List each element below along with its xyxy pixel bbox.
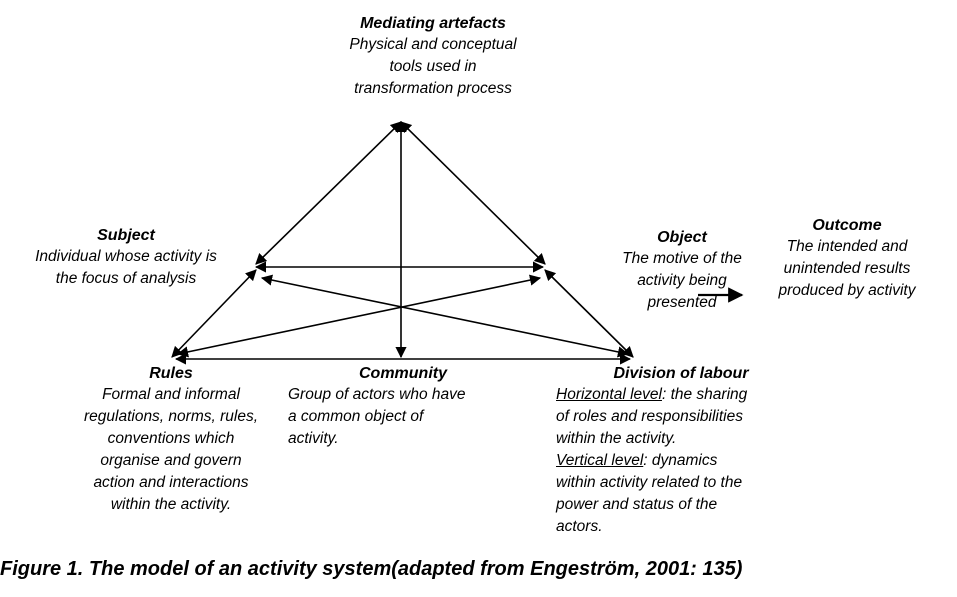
text-line: within activity related to the: [556, 474, 743, 491]
figure-caption: Figure 1. The model of an activity system(adapted from Engeström, 2001: 135): [0, 558, 743, 580]
text-line: actors.: [556, 518, 603, 535]
text-line: : dynamics: [643, 452, 718, 469]
node-community-desc: [288, 384, 518, 450]
text-line: of roles and responsibilities: [556, 408, 743, 425]
node-object-title: Object: [657, 229, 707, 246]
text-line: Group of actors who have: [288, 386, 466, 403]
text-line: a common object of: [288, 408, 424, 425]
node-mediating-artefacts-desc: [268, 34, 598, 100]
text-line: : the sharing: [661, 386, 748, 403]
text-line: The motive of the: [622, 250, 742, 267]
text-line: unintended results: [783, 260, 911, 277]
edge-subject-division: [262, 278, 628, 354]
node-outcome-desc: [742, 236, 952, 302]
text-line: power and status of the: [556, 496, 718, 513]
text-line: presented: [647, 294, 717, 311]
node-community: [288, 364, 518, 450]
node-division-of-labour: [556, 364, 806, 538]
node-outcome-title: Outcome: [812, 217, 882, 234]
text-line: Individual whose activity is: [35, 248, 217, 265]
edge-mediating-subject: [256, 122, 401, 264]
node-rules-title: Rules: [149, 365, 193, 382]
text-line: within the activity.: [110, 496, 232, 513]
text-line: within the activity.: [556, 430, 677, 447]
text-line: [556, 450, 806, 472]
text-line: organise and govern: [100, 452, 242, 469]
text-line: transformation process: [354, 80, 512, 97]
text-line: activity.: [288, 430, 339, 447]
edge-mediating-object: [401, 122, 545, 264]
text-line: Formal and informal: [102, 386, 240, 403]
text-line: regulations, norms, rules,: [83, 408, 259, 425]
node-division-of-labour-desc: [556, 384, 806, 538]
text-line: Physical and conceptual: [349, 36, 517, 53]
text-line: [556, 384, 806, 406]
node-division-of-labour-title: Division of labour: [613, 365, 749, 382]
text-line: conventions which: [107, 430, 235, 447]
text-line: The intended and: [786, 238, 908, 255]
node-mediating-artefacts-title: Mediating artefacts: [360, 15, 506, 32]
horizontal-level-label: Horizontal level: [556, 386, 662, 403]
node-outcome: [742, 216, 952, 302]
text-line: the focus of analysis: [55, 270, 197, 287]
text-line: action and interactions: [93, 474, 249, 491]
vertical-level-label: Vertical level: [556, 452, 644, 469]
node-subject-title: Subject: [97, 227, 155, 244]
text-line: produced by activity: [778, 282, 916, 299]
node-subject: [6, 226, 246, 290]
text-line: activity being: [637, 272, 727, 289]
node-rules-desc: [56, 384, 286, 516]
node-subject-desc: [6, 246, 246, 290]
node-rules: [56, 364, 286, 516]
text-line: tools used in: [389, 58, 477, 75]
node-community-title: Community: [359, 365, 447, 382]
node-mediating-artefacts: [268, 14, 598, 100]
